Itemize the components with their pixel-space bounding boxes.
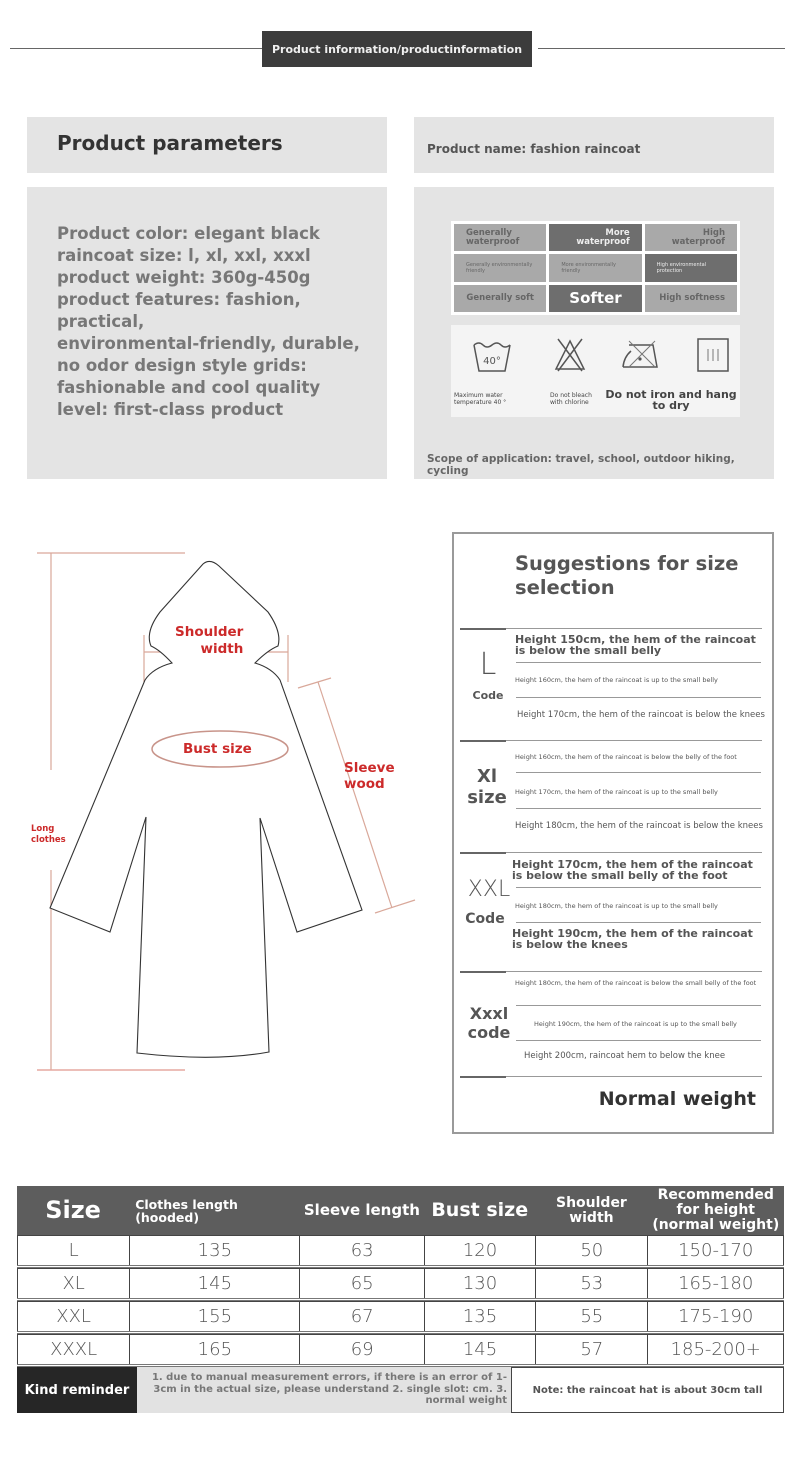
product-name-header: [414, 117, 774, 173]
param-line: product weight: 360g-450g: [57, 268, 311, 287]
cell-size: XL: [17, 1269, 129, 1298]
scope-of-application: Scope of application: travel, school, outdoor hiking, cycling: [427, 453, 735, 477]
divider: [506, 971, 762, 972]
table-header: [17, 1186, 784, 1235]
divider: [516, 662, 761, 663]
section-header: [262, 31, 532, 67]
cell-shoulder-width: 55: [535, 1302, 647, 1331]
param-line: Product color: elegant black: [57, 224, 320, 243]
suggestion-line: Height 170cm, the hem of the raincoat is up to the small belly: [515, 788, 718, 796]
feature-cell: High waterproof: [645, 224, 737, 251]
kind-reminder-row: [17, 1367, 784, 1413]
header-rule-right: [538, 48, 785, 49]
suggestion-line: Height 170cm, the hem of the raincoat is below the knees: [517, 710, 765, 720]
header-bust-size: Bust size: [431, 1199, 529, 1221]
header-recommended-height: Recommended for height (normal weight): [652, 1187, 780, 1233]
cell-clothes-length: 165: [129, 1335, 299, 1364]
size-code-l: L: [479, 647, 497, 682]
divider: [506, 1076, 762, 1077]
feature-cell-highlight: Softer: [549, 285, 641, 312]
suggestion-line: Height 160cm, the hem of the raincoat is up to the small belly: [515, 676, 718, 684]
divider: [516, 697, 761, 698]
suggestion-line: Height 180cm, the hem of the raincoat is up to the small belly: [515, 902, 718, 910]
divider: [516, 887, 761, 888]
cell-bust-size: 135: [424, 1302, 535, 1331]
cell-sleeve-length: 67: [299, 1302, 423, 1331]
cell-sleeve-length: 65: [299, 1269, 423, 1298]
hang-dry-icon: [696, 337, 730, 373]
clothes-length-label: Long clothes: [31, 824, 66, 845]
feature-cell: Generally environmentally friendly: [454, 254, 546, 281]
suggestion-line: Height 160cm, the hem of the raincoat is below the belly of the foot: [515, 753, 737, 761]
cell-recommended-height: 165-180: [647, 1269, 784, 1298]
divider: [506, 628, 762, 629]
feature-cell-highlight: High environmental protection: [645, 254, 737, 281]
cell-clothes-length: 135: [129, 1236, 299, 1265]
product-name-label: Product name: fashion raincoat: [427, 142, 641, 156]
svg-text:40°: 40°: [483, 356, 501, 367]
cell-clothes-length: 145: [129, 1269, 299, 1298]
suggestion-line: Height 190cm, the hem of the raincoat is up to the small belly: [534, 1020, 737, 1028]
cell-clothes-length: 155: [129, 1302, 299, 1331]
divider: [516, 1040, 761, 1041]
feature-cell: More environmentally friendly: [549, 254, 641, 281]
cell-bust-size: 145: [424, 1335, 535, 1364]
suggestion-line: Height 190cm, the hem of the raincoat is below the knees: [512, 927, 753, 951]
divider: [460, 1076, 506, 1078]
divider: [516, 772, 761, 773]
cell-sleeve-length: 63: [299, 1236, 423, 1265]
param-line: level: first-class product: [57, 400, 284, 419]
header-shoulder-width: Shoulder width: [555, 1194, 627, 1226]
param-line: product features: fashion,: [57, 290, 301, 309]
size-chart-table: [17, 1186, 784, 1413]
care-label: Do not bleach with chlorine: [550, 392, 592, 406]
sleeve-length-label: Sleeve wood: [344, 760, 395, 792]
cell-bust-size: 130: [424, 1269, 535, 1298]
param-line: fashionable and cool quality: [57, 378, 321, 397]
bust-size-label: Bust size: [183, 741, 252, 757]
cell-recommended-height: 175-190: [647, 1302, 784, 1331]
shoulder-width-label: Shoulder width: [175, 624, 244, 657]
param-line: practical,: [57, 312, 145, 331]
divider: [460, 852, 506, 854]
product-parameters-panel: [27, 187, 387, 479]
cell-size: XXL: [17, 1302, 129, 1331]
hat-height-note: Note: the raincoat hat is about 30cm tall: [511, 1367, 784, 1413]
suggestion-line: Height 180cm, the hem of the raincoat is below the small belly of the foot: [515, 979, 757, 987]
feature-cell: Generally waterproof: [454, 224, 546, 251]
cell-shoulder-width: 53: [535, 1269, 647, 1298]
table-row: [17, 1235, 784, 1268]
cell-size: XXXL: [17, 1335, 129, 1364]
cell-size: L: [17, 1236, 129, 1265]
feature-grid: [451, 221, 740, 315]
raincoat-measurement-diagram: [20, 540, 440, 1100]
table-row: [17, 1334, 784, 1367]
size-suggestions-panel: [452, 532, 774, 1134]
size-code-label: Code: [472, 689, 504, 702]
kind-reminder-label: Kind reminder: [17, 1367, 137, 1413]
size-code-xxl: XXL: [467, 877, 511, 902]
no-bleach-icon: [553, 337, 587, 373]
cell-shoulder-width: 50: [535, 1236, 647, 1265]
divider: [460, 971, 506, 973]
header-rule-left: [10, 48, 262, 49]
header-clothes-length: Clothes length (hooded): [135, 1196, 238, 1225]
feature-cell-highlight: More waterproof: [549, 224, 641, 251]
divider: [516, 922, 761, 923]
section-header-text: Product information/productinformation: [271, 42, 523, 56]
feature-cell: High softness: [645, 285, 737, 312]
product-parameters-header: [27, 117, 387, 173]
suggestion-line: Height 200cm, raincoat hem to below the knee: [524, 1051, 726, 1061]
cell-sleeve-length: 69: [299, 1335, 423, 1364]
header-sleeve-length: Sleeve length: [303, 1201, 420, 1219]
suggestion-line: Height 180cm, the hem of the raincoat is below the knees: [515, 821, 763, 831]
feature-cell: Generally soft: [454, 285, 546, 312]
param-line: raincoat size: l, xl, xxl, xxxl: [57, 246, 311, 265]
normal-weight-note: Normal weight: [598, 1088, 756, 1110]
product-features-panel: [414, 187, 774, 479]
no-iron-icon: [619, 337, 661, 371]
product-parameters-text: [57, 223, 387, 421]
wash-40-icon: [471, 337, 513, 375]
divider: [460, 628, 506, 630]
kind-reminder-text: 1. due to manual measurement errors, if there is an error of 1-3cm in the actual size, please understand 2. single slot: cm. 3. normal weight: [137, 1367, 511, 1413]
care-instructions: [451, 325, 740, 417]
size-suggestions-title: Suggestions for size selection: [515, 552, 739, 599]
cell-shoulder-width: 57: [535, 1335, 647, 1364]
divider: [516, 1005, 761, 1006]
care-label-emphasis: Do not iron and hang to dry: [605, 388, 737, 412]
size-code-xxxl: Xxxl code: [467, 1004, 511, 1042]
cell-recommended-height: 150-170: [647, 1236, 784, 1265]
size-code-xl: Xl size: [467, 766, 507, 808]
cell-bust-size: 120: [424, 1236, 535, 1265]
size-code-label: Code: [465, 911, 505, 927]
care-label: Maximum water temperature 40 °: [454, 392, 507, 406]
divider: [506, 740, 762, 741]
divider: [506, 852, 762, 853]
param-line: environmental-friendly, durable,: [57, 334, 360, 353]
table-row: [17, 1301, 784, 1334]
param-line: no odor design style grids:: [57, 356, 307, 375]
suggestion-line: Height 170cm, the hem of the raincoat is below the small belly of the foot: [512, 858, 753, 882]
product-parameters-title: Product parameters: [57, 131, 283, 155]
divider: [516, 808, 761, 809]
divider: [460, 740, 506, 742]
table-row: [17, 1268, 784, 1301]
suggestion-line: Height 150cm, the hem of the raincoat is below the small belly: [515, 633, 756, 657]
cell-recommended-height: 185-200+: [647, 1335, 784, 1364]
header-size: Size: [45, 1196, 101, 1224]
